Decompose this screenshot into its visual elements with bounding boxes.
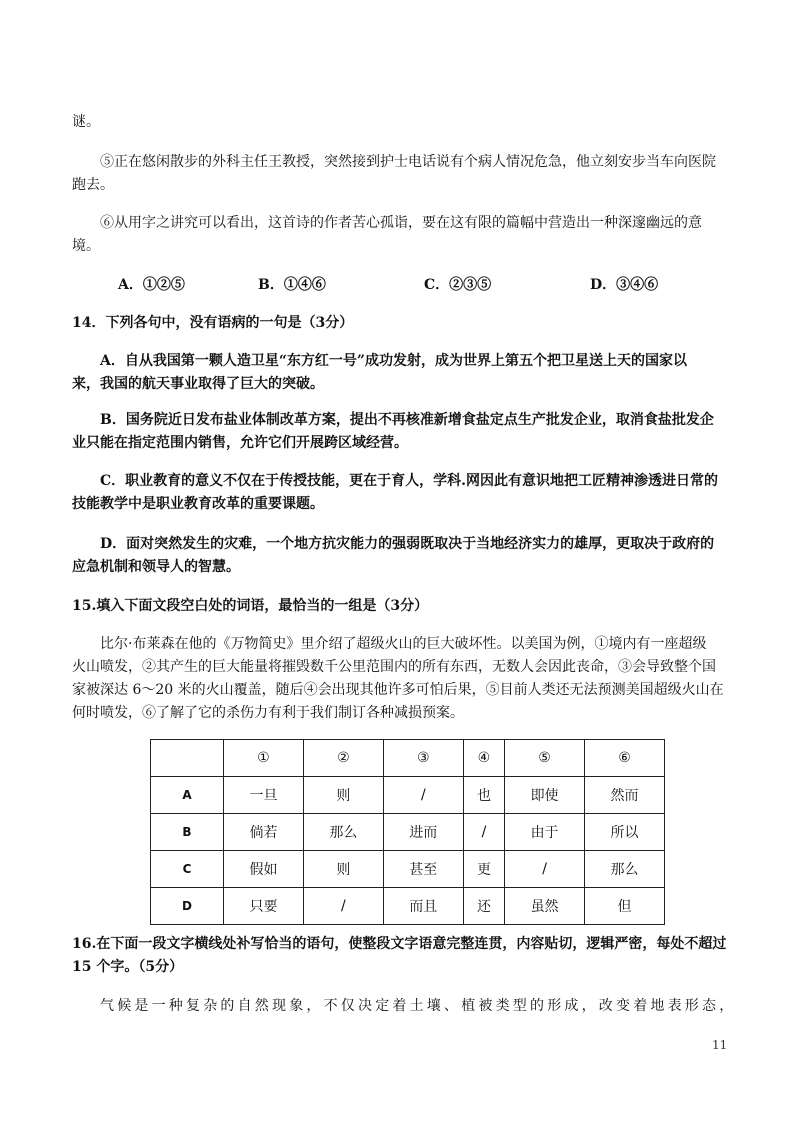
- table-header-cell: ③: [383, 740, 463, 777]
- table-header-cell: ①: [224, 740, 304, 777]
- table-cell: 然而: [585, 777, 665, 814]
- table-cell: 假如: [224, 851, 304, 888]
- item6-line1: ⑥从用字之讲究可以看出，这首诗的作者苦心孤诣，要在这有限的篇幅中营造出一种深邃幽远的意: [100, 215, 702, 231]
- q14-option-d-line1: D．面对突然发生的灾难，一个地方抗灾能力的强弱既取决于当地经济实力的雄厚，更取决于政府的: [100, 536, 715, 552]
- q14-option-d-line2: 应急机制和领导人的智慧。: [72, 559, 240, 575]
- table-cell: 即使: [505, 777, 585, 814]
- q13-option-b: B．①④⑥: [258, 277, 326, 293]
- table-cell: /: [303, 888, 383, 925]
- item6-line2: 境。: [72, 238, 100, 254]
- q16-stem-line2: 15 个字。（5分）: [72, 959, 184, 975]
- q15-stem: 15.填入下面文段空白处的词语，最恰当的一组是（3分）: [72, 598, 429, 614]
- table-cell: /: [463, 814, 504, 851]
- table-cell: 一旦: [224, 777, 304, 814]
- q13-option-c: C．②③⑤: [424, 277, 492, 293]
- item5-line1: ⑤正在悠闲散步的外科主任王教授，突然接到护士电话说有个病人情况危急，他立刻安步当车向医院: [100, 154, 716, 170]
- item5-line2: 跑去。: [72, 177, 114, 193]
- table-cell: 只要: [224, 888, 304, 925]
- page-number: 11: [712, 1038, 728, 1052]
- table-cell: 更: [463, 851, 504, 888]
- q14-option-c-line2: 技能教学中是职业教育改革的重要课题。: [72, 496, 324, 512]
- table-cell: 倘若: [224, 814, 304, 851]
- q16-stem-line1: 16.在下面一段文字横线处补写恰当的语句，使整段文字语意完整连贯，内容贴切，逻辑严密，每处不超过: [72, 936, 727, 952]
- q16-passage: 气候是一种复杂的自然现象，不仅决定着土壤、植被类型的形成，改变着地表形态，: [100, 998, 737, 1014]
- q15-passage-line1: 比尔·布莱森在他的《万物简史》里介绍了超级火山的巨大破坏性。以美国为例，①境内有一座超级: [100, 636, 707, 652]
- table-row-label: B: [151, 814, 224, 851]
- q14-option-c-line1: C．职业教育的意义不仅在于传授技能，更在于育人，学科.网因此有意识地把工匠精神渗透进日常的: [100, 473, 719, 489]
- table-cell: 甚至: [383, 851, 463, 888]
- table-cell: 那么: [585, 851, 665, 888]
- table-row: [151, 851, 665, 888]
- table-cell: 还: [463, 888, 504, 925]
- continuation-text: 谜。: [72, 114, 100, 130]
- table-row: [151, 888, 665, 925]
- q15-passage-line4: 何时喷发，⑥了解了它的杀伤力有利于我们制订各种减损预案。: [72, 705, 464, 721]
- table-cell: 所以: [585, 814, 665, 851]
- q15-passage-line2: 火山喷发，②其产生的巨大能量将摧毁数千公里范围内的所有东西，无数人会因此丧命，③会导致整个国: [72, 659, 716, 675]
- q14-stem: 14．下列各句中，没有语病的一句是（3分）: [72, 315, 354, 331]
- q15-answer-table: [150, 739, 665, 925]
- table-row-label: D: [151, 888, 224, 925]
- table-cell: 也: [463, 777, 504, 814]
- table-row-label: A: [151, 777, 224, 814]
- table-header-cell: ②: [303, 740, 383, 777]
- q14-option-a-line2: 来，我国的航天事业取得了巨大的突破。: [72, 376, 324, 392]
- table-row: [151, 777, 665, 814]
- q14-option-b-line2: 业只能在指定范围内销售，允许它们开展跨区域经营。: [72, 435, 408, 451]
- q15-passage-line3: 家被深达 6～20 米的火山覆盖，随后④会出现其他许多可怕后果，⑤目前人类还无法预测美国超级火山在: [72, 682, 724, 698]
- table-header-cell: [151, 740, 224, 777]
- q14-option-a-line1: A．自从我国第一颗人造卫星“东方红一号”成功发射，成为世界上第五个把卫星送上天的国家以: [100, 353, 687, 369]
- table-cell: 但: [585, 888, 665, 925]
- q14-option-b-line1: B．国务院近日发布盐业体制改革方案，提出不再核准新增食盐定点生产批发企业，取消食盐批发企: [100, 412, 714, 428]
- table-row: [151, 814, 665, 851]
- table-header-cell: ④: [463, 740, 504, 777]
- q13-option-d: D．③④⑥: [590, 277, 659, 293]
- table-cell: 则: [303, 777, 383, 814]
- table-cell: 那么: [303, 814, 383, 851]
- table-header-cell: ⑤: [505, 740, 585, 777]
- table-cell: 进而: [383, 814, 463, 851]
- q13-option-a: A．①②⑤: [118, 277, 185, 293]
- q13-options: [118, 274, 678, 294]
- table-cell: 虽然: [505, 888, 585, 925]
- table-cell: /: [383, 777, 463, 814]
- table-cell: 由于: [505, 814, 585, 851]
- table-cell: 而且: [383, 888, 463, 925]
- table-cell: 则: [303, 851, 383, 888]
- table-header-row: [151, 740, 665, 777]
- table-header-cell: ⑥: [585, 740, 665, 777]
- table-row-label: C: [151, 851, 224, 888]
- table-cell: /: [505, 851, 585, 888]
